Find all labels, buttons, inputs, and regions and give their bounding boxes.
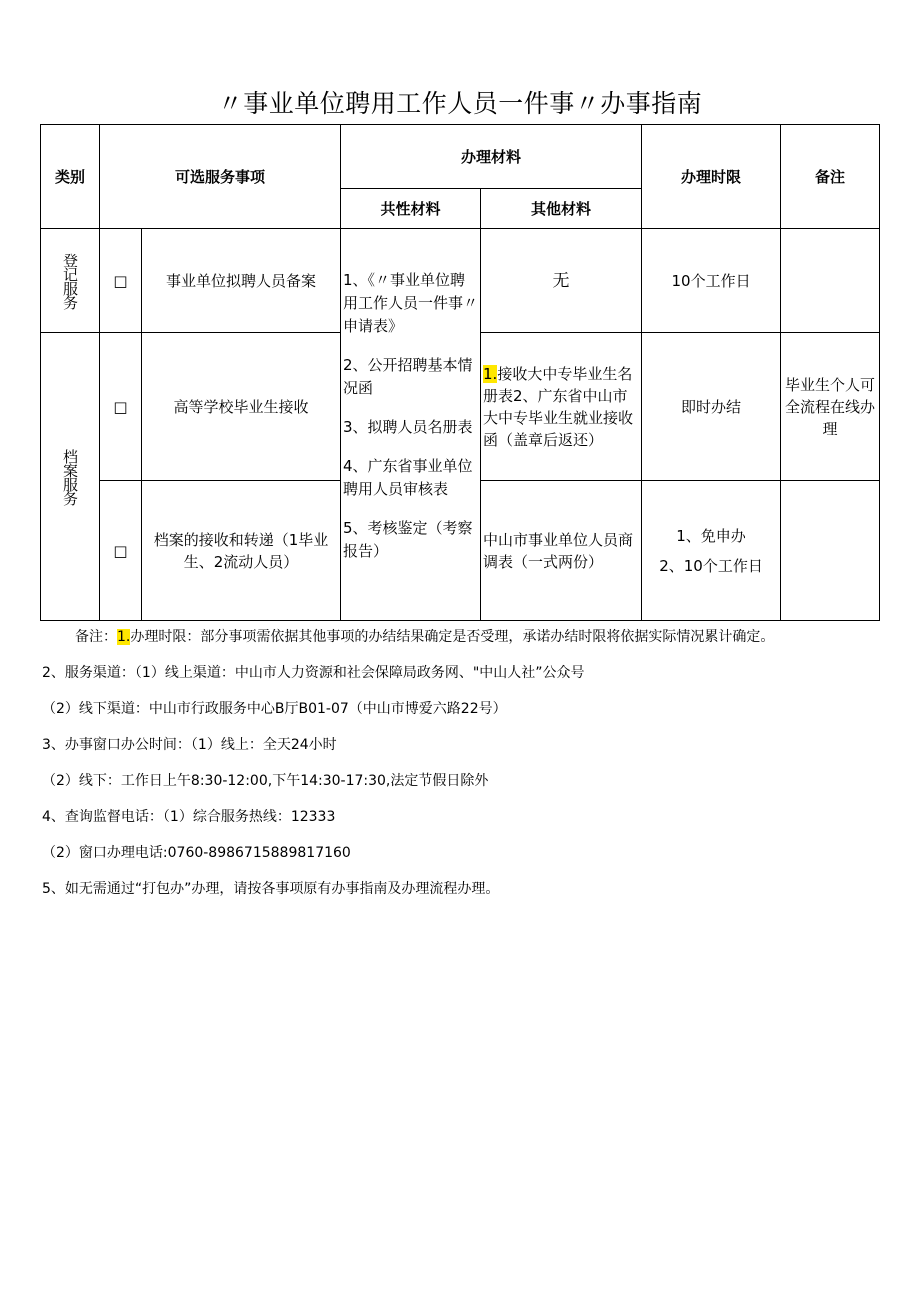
note-1 [75, 626, 774, 646]
group-registration [41, 229, 100, 333]
note-1-text: 办理时限：部分事项需依据其他事项的办结结果确定是否受理，承诺办结时限将依据实际情况累计确定。 [130, 629, 775, 645]
checkbox-archive-transfer[interactable]: □ [100, 481, 142, 621]
note-4: 3、办事窗口办公时间：（1）线上：全天24小时 [42, 737, 337, 753]
time-limit-archive-1: 1、免申办 [676, 526, 746, 545]
other-materials-graduate [481, 333, 642, 481]
common-materials-cell [341, 229, 481, 621]
other-materials-archive: 中山市事业单位人员商调表（一式两份） [481, 481, 642, 621]
page-title: 〃事业单位聘用工作人员一件事〃办事指南 [217, 89, 703, 118]
header-service-items: 可选服务事项 [100, 125, 341, 229]
remark-archive [781, 481, 880, 621]
header-materials: 办理材料 [341, 125, 642, 189]
highlight-marker: 1. [483, 364, 498, 383]
note-6: 4、查询监督电话：（1）综合服务热线：12333 [42, 809, 336, 825]
header-category: 类别 [41, 125, 100, 229]
common-material-3: 3、拟聘人员名册表 [343, 418, 473, 436]
note-2: 2、服务渠道：（1）线上渠道：中山市人力资源和社会保障局政务网、"中山人社”公众号 [42, 665, 585, 681]
other-materials-graduate-text: 接收大中专毕业生名册表2、广东省中山市大中专毕业生就业接收函（盖章后返还） [483, 364, 634, 449]
note-3: （2）线下渠道：中山市行政服务中心B厅B01-07（中山市博爱六路22号） [42, 701, 507, 717]
note-1-prefix: 备注： [75, 629, 117, 645]
remark-filing [781, 229, 880, 333]
checkbox-registration-filing[interactable]: □ [100, 229, 142, 333]
header-remarks: 备注 [781, 125, 880, 229]
note-7: （2）窗口办理电话:0760-8986715889817160 [42, 845, 351, 861]
time-limit-filing: 10个工作日 [642, 229, 781, 333]
remark-graduate: 毕业生个人可全流程在线办理 [781, 333, 880, 481]
common-material-2: 2、公开招聘基本情况函 [343, 356, 473, 397]
note-5: （2）线下：工作日上午8:30-12:00,下午14:30-17:30,法定节假日除外 [42, 773, 489, 789]
note-1-highlight: 1. [117, 629, 131, 645]
time-limit-archive-2: 2、10个工作日 [659, 556, 763, 575]
common-material-1: 1、《〃事业单位聘用工作人员一件事〃申请表》 [343, 271, 479, 335]
time-limit-archive [642, 481, 781, 621]
service-guide-table [40, 124, 880, 621]
group-registration-label: 登记服务 [61, 252, 79, 309]
other-materials-filing: 无 [481, 229, 642, 333]
header-common-materials: 共性材料 [341, 189, 481, 229]
service-item-filing: 事业单位拟聘人员备案 [142, 229, 341, 333]
group-archive [41, 333, 100, 621]
common-material-5: 5、考核鉴定（考察报告） [343, 519, 473, 560]
service-item-graduate: 高等学校毕业生接收 [142, 333, 341, 481]
group-archive-label: 档案服务 [61, 448, 79, 505]
checkbox-graduate-receive[interactable]: □ [100, 333, 142, 481]
header-other-materials: 其他材料 [481, 189, 642, 229]
header-time-limit: 办理时限 [642, 125, 781, 229]
common-material-4: 4、广东省事业单位聘用人员审核表 [343, 457, 473, 498]
note-8: 5、如无需通过“打包办”办理，请按各事项原有办事指南及办理流程办理。 [42, 881, 500, 897]
service-item-archive: 档案的接收和转递（1毕业生、2流动人员） [142, 481, 341, 621]
time-limit-graduate: 即时办结 [642, 333, 781, 481]
